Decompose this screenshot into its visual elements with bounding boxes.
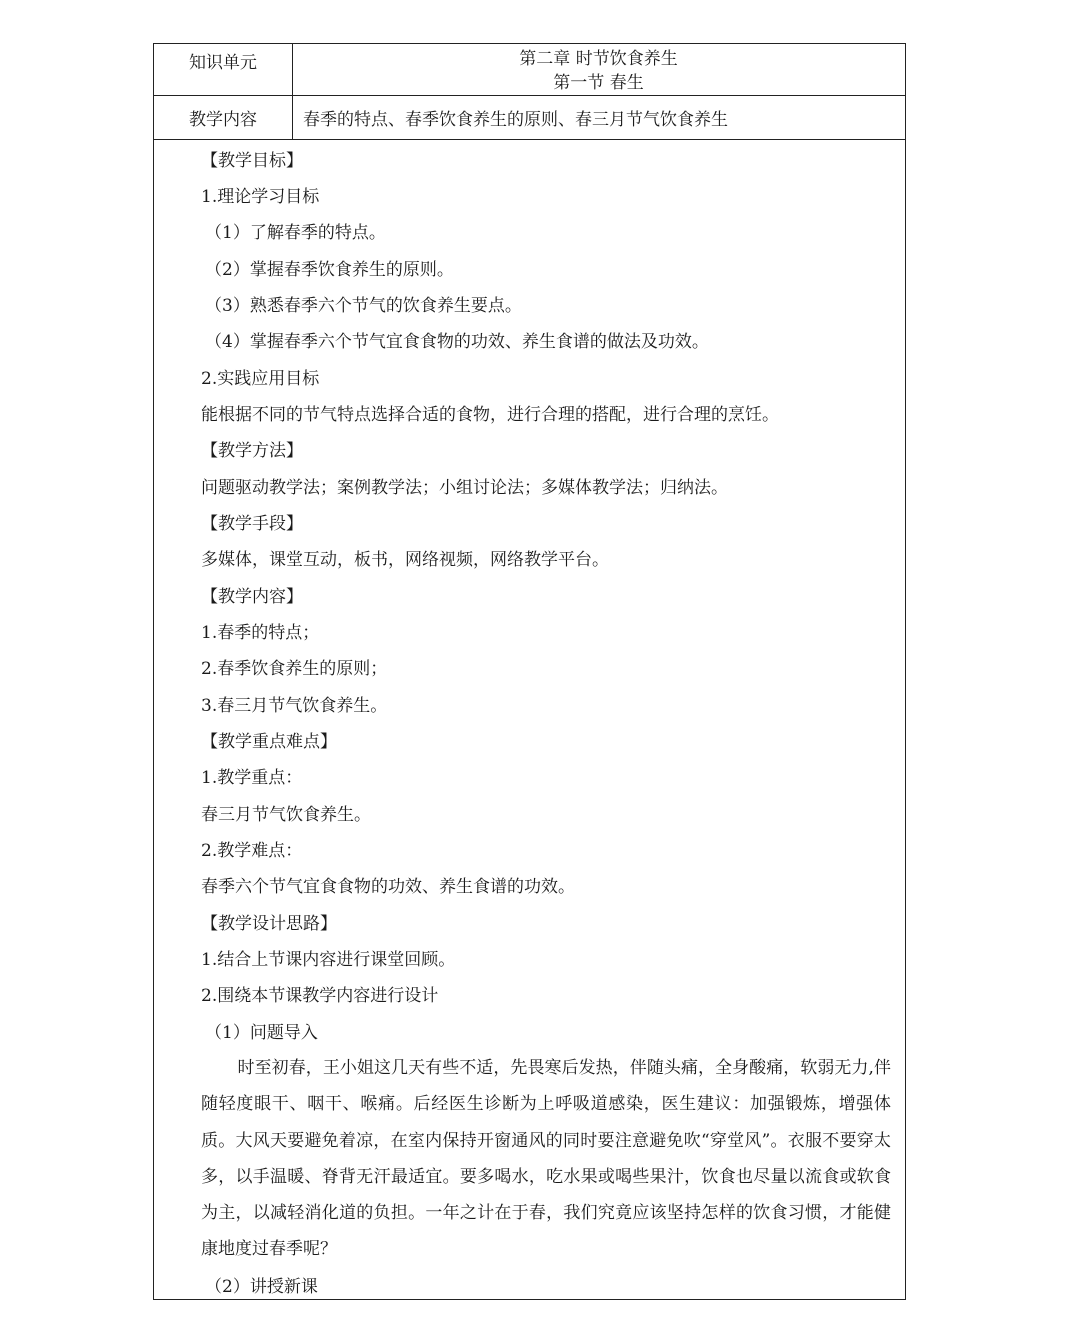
teaching-content-row xyxy=(154,95,905,140)
teaching-content-label-cell xyxy=(154,95,293,139)
body-line: 问题驱动教学法；案例教学法；小组讨论法；多媒体教学法；归纳法。 xyxy=(201,478,728,498)
knowledge-unit-label: 知识单元 xyxy=(189,53,257,73)
body-line: 1.春季的特点； xyxy=(201,623,320,643)
heading-teaching-content: 【教学内容】 xyxy=(201,587,303,607)
knowledge-unit-row xyxy=(154,44,905,96)
case-paragraph: 时至初春，王小姐这几天有些不适，先畏寒后发热，伴随头痛，全身酸痛，软弱无力,伴随轻度眼干、咽干、喉痛。后经医生诊断为上呼吸道感染，医生建议：加强锻炼，增强体质。大风天要避免着凉，在室内保持开窗通风的同时要注意避免吹“穿堂风”。衣服不要穿太多，以手温暖、脊背无汗最适宜。要多喝水，吃水果或喝些果汁，饮食也尽量以流食或软食为主，以减轻消化道的负担。一年之计在于春，我们究竟应该坚持怎样的饮食习惯，才能健康地度过春季呢？ xyxy=(201,1058,891,1260)
body-line: 2.实践应用目标 xyxy=(201,369,320,389)
body-line: 3.春三月节气饮食养生。 xyxy=(201,696,388,716)
body-line: 春季六个节气宜食食物的功效、养生食谱的功效。 xyxy=(201,877,575,897)
body-line: 2.围绕本节课教学内容进行设计 xyxy=(201,986,439,1006)
body-line: （2）掌握春季饮食养生的原则。 xyxy=(205,260,454,280)
body-line: 1.理论学习目标 xyxy=(201,187,320,207)
body-line: 2.教学难点： xyxy=(201,841,303,861)
heading-teaching-objectives: 【教学目标】 xyxy=(201,151,303,171)
knowledge-unit-label-cell xyxy=(154,44,293,95)
body-line: 春三月节气饮食养生。 xyxy=(201,805,371,825)
chapter-title: 第二章 时节饮食养生 xyxy=(519,49,678,69)
heading-design-ideas: 【教学设计思路】 xyxy=(201,914,337,934)
lesson-body xyxy=(154,139,905,1299)
heading-teaching-means: 【教学手段】 xyxy=(201,514,303,534)
body-line: 能根据不同的节气特点选择合适的食物，进行合理的搭配，进行合理的烹饪。 xyxy=(201,405,779,425)
body-line: 2.春季饮食养生的原则； xyxy=(201,659,388,679)
section-title: 第一节 春生 xyxy=(553,73,644,93)
heading-teaching-methods: 【教学方法】 xyxy=(201,441,303,461)
body-line: 1.结合上节课内容进行课堂回顾。 xyxy=(201,950,456,970)
teaching-content-label: 教学内容 xyxy=(189,110,257,130)
body-line: （1）问题导入 xyxy=(205,1023,318,1043)
body-line: （4）掌握春季六个节气宜食食物的功效、养生食谱的做法及功效。 xyxy=(205,332,709,352)
teaching-content-value: 春季的特点、春季饮食养生的原则、春三月节气饮食养生 xyxy=(303,110,728,130)
body-line: （1）了解春季的特点。 xyxy=(205,223,386,243)
lesson-plan-table xyxy=(153,43,906,1300)
body-line: 1.教学重点： xyxy=(201,768,303,788)
body-line: 多媒体，课堂互动，板书，网络视频，网络教学平台。 xyxy=(201,550,609,570)
body-line: （3）熟悉春季六个节气的饮食养生要点。 xyxy=(205,296,522,316)
heading-key-difficult-points: 【教学重点难点】 xyxy=(201,732,337,752)
body-line: （2）讲授新课 xyxy=(205,1277,318,1297)
knowledge-unit-value xyxy=(292,44,905,95)
